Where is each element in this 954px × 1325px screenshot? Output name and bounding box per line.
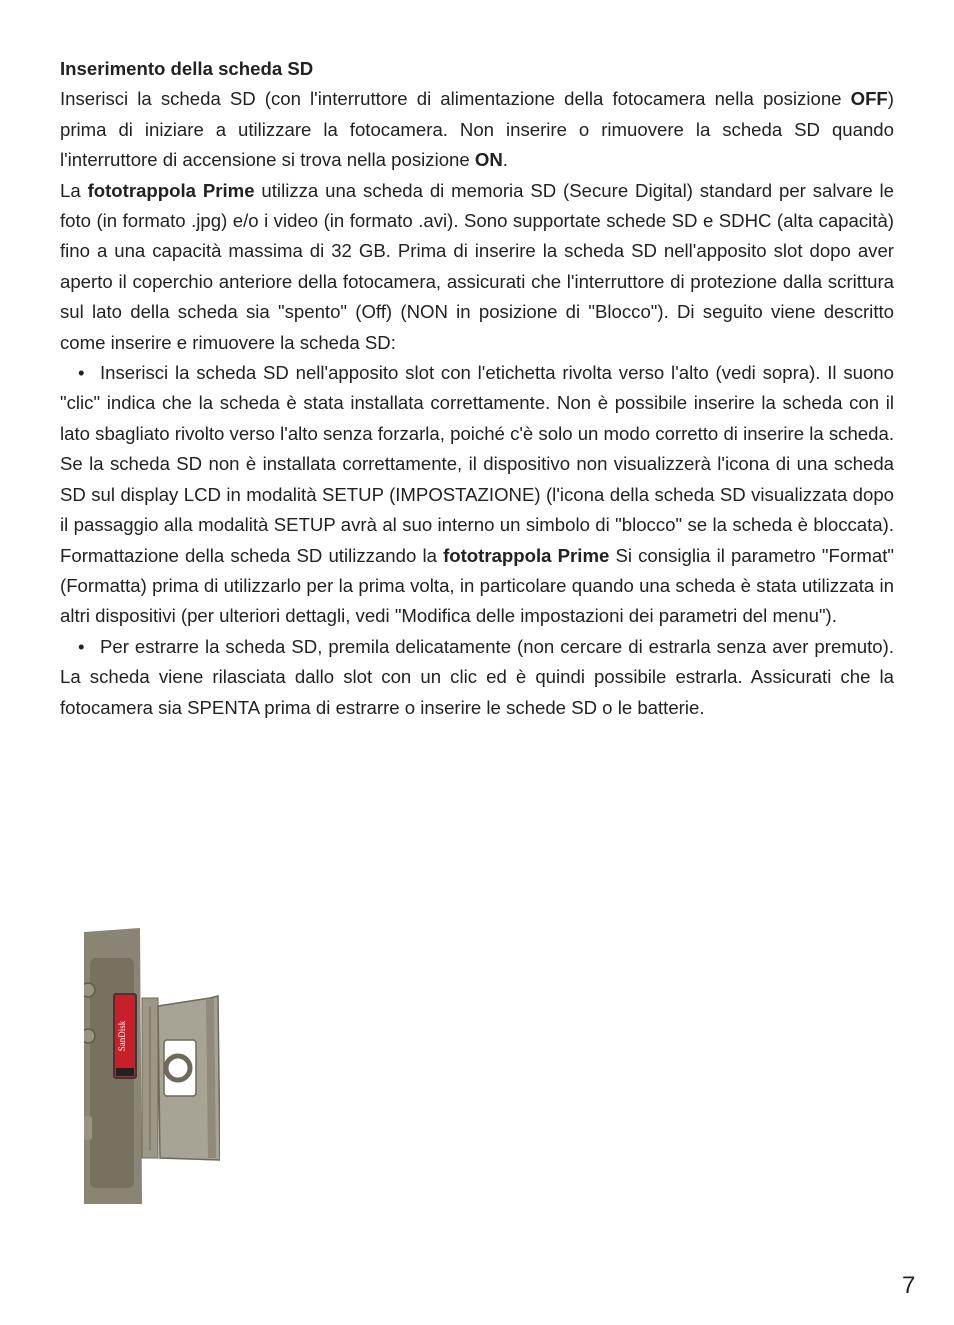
text-run: utilizza una scheda di memoria SD (Secure Digital) standard per salvare le foto (in formato .jpg) e/o i video (in formato .avi). Sono supportate schede SD e SDHC (alta capacità) fino a una capacità massima di 32 GB. Prima di inserire la scheda SD nell'apposito slot dopo aver aperto il coperchio anteriore della fotocamera, assicurati che l'interruttore di protezione dalla scrittura sul lato della scheda sia "spento" (Off) (NON in posizione di "Blocco"). Di seguito viene descritto come inserire e rimuovere la scheda SD: (60, 179, 895, 353)
document-body (60, 54, 894, 723)
bullet-marker: • (78, 362, 85, 384)
paragraph-sd-card-info (60, 176, 894, 358)
bullet-insert-card (60, 358, 894, 632)
bullet-marker: • (78, 635, 85, 657)
text-run: Per estrarre la scheda SD, premila delicatamente (non cercare di estrarla senza aver premuto). La scheda viene rilasciata dallo slot con un clic ed è quindi possibile estrarla. Assicurati che la fotocamera sia SPENTA prima di estrarre o inserire le schede SD o le batterie. (60, 635, 894, 718)
section-heading: Inserimento della scheda SD (60, 58, 314, 79)
bold-on: ON (474, 149, 503, 171)
sd-card-brand: SanDisk (117, 1020, 127, 1052)
text-run: . (502, 149, 508, 171)
text-run: Inserisci la scheda SD (con l'interruttore di alimentazione della fotocamera nella posizione (60, 88, 851, 110)
button-icon (84, 983, 95, 997)
text-run: Si consiglia il parametro "Format" (Formatta) prima di utilizzarlo per la prima volta, in particolare quando una scheda è stata utilizzata in altri dispositivi (per ulteriori dettagli, vedi "Modifica delle impostazioni dei parametri del menu"). (60, 544, 894, 627)
bold-off: OFF (850, 88, 888, 110)
switch-icon (84, 1116, 92, 1140)
page-number: 7 (902, 1272, 916, 1299)
camera-illustration (84, 928, 220, 1206)
paragraph-power-switch (60, 84, 894, 175)
text-run: Inserisci la scheda SD nell'apposito slot con l'etichetta rivolta verso l'alto (vedi sopra). Il suono "clic" indica che la scheda è stata installata correttamente. Non è possibile inserire la scheda con il lato sbagliato rivolto verso l'alto senza forzarla, poiché c'è solo un modo corretto di inserire la scheda. Se la scheda SD non è installata correttamente, il dispositivo non visualizzerà l'icona di una scheda SD sul display LCD in modalità SETUP (IMPOSTAZIONE) (l'icona della scheda SD visualizzata dopo il passaggio alla modalità SETUP avrà al suo interno un simbolo di "blocco" se la scheda è bloccata). Formattazione della scheda SD utilizzando la (60, 362, 894, 566)
button-icon (84, 1029, 95, 1043)
text-run: La (60, 179, 88, 201)
camera-sd-slot-photo (84, 928, 220, 1206)
bold-product-name: fototrappola Prime (443, 544, 610, 566)
text-run: ) prima di iniziare a utilizzare la fotocamera. Non inserire o rimuovere la scheda SD quando l'interruttore di accensione si trova nella posizione (60, 88, 894, 171)
bullet-remove-card (60, 632, 894, 723)
bold-product-name: fototrappola Prime (87, 179, 255, 201)
